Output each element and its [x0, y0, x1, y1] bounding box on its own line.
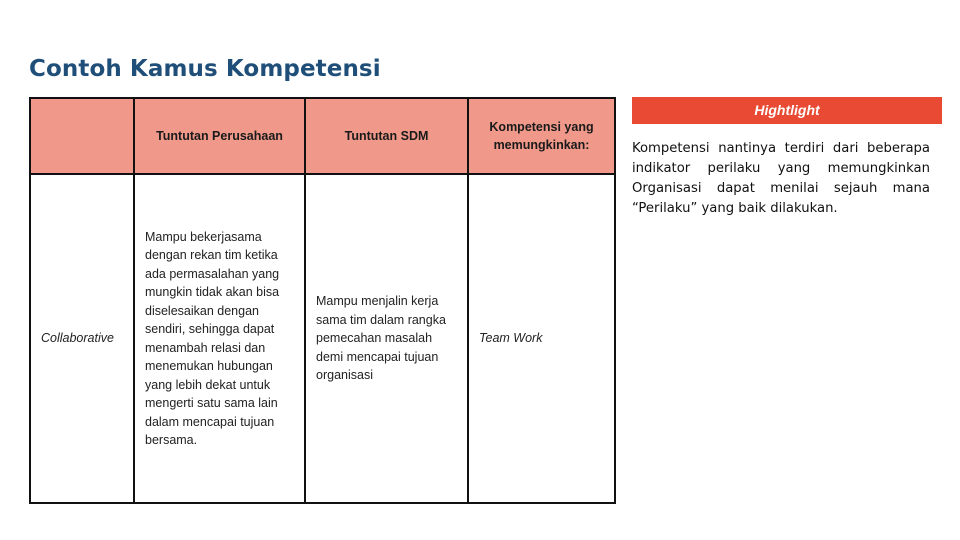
- row-label: Collaborative: [30, 174, 134, 503]
- header-tuntutan-perusahaan: Tuntutan Perusahaan: [134, 98, 305, 174]
- cell-tuntutan-sdm: Mampu menjalin kerja sama tim dalam rangka pemecahan masalah demi mencapai tujuan organisasi: [305, 174, 468, 503]
- header-tuntutan-sdm: Tuntutan SDM: [305, 98, 468, 174]
- table-header-row: [30, 98, 615, 174]
- competency-table: [29, 97, 616, 504]
- cell-tuntutan-perusahaan: Mampu bekerjasama dengan rekan tim ketika ada permasalahan yang mungkin tidak akan bisa diselesaikan dengan sendiri, sehingga dapat menambah relasi dan menemukan hubungan yang lebih dekat untuk mengerti satu sama lain dalam mencapai tujuan bersama.: [134, 174, 305, 503]
- page-title: Contoh Kamus Kompetensi: [29, 56, 381, 82]
- table-row: [30, 174, 615, 503]
- cell-kompetensi: Team Work: [468, 174, 615, 503]
- highlight-label: Hightlight: [632, 97, 942, 124]
- highlight-text: Kompetensi nantinya terdiri dari beberapa indikator perilaku yang memungkinkan Organisasi dapat menilai sejauh mana “Perilaku” yang baik dilakukan.: [632, 141, 930, 216]
- header-kompetensi: Kompetensi yang memungkinkan:: [468, 98, 615, 174]
- header-empty: [30, 98, 134, 174]
